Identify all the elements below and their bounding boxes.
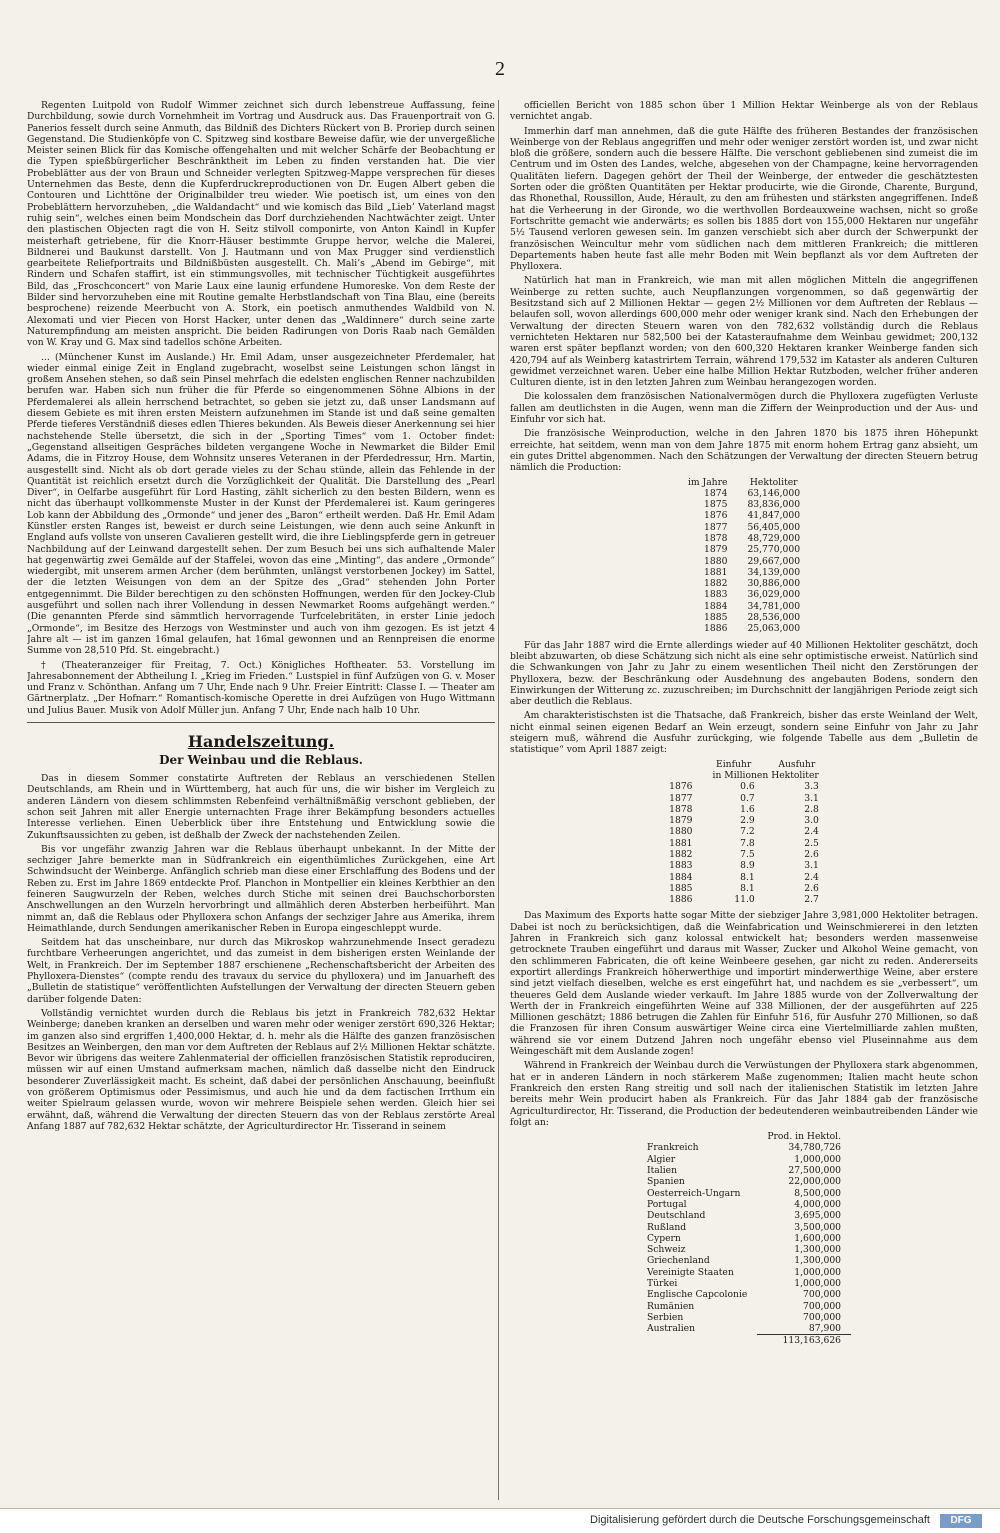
table-cell: 34,780,726	[788, 1142, 842, 1154]
paragraph: Bis vor ungefähr zwanzig Jahren war die Reblaus überhaupt unbekannt. In der Mitte der sechziger Jahre bemerkte man in Südfrankreich ein eigenthümliches Zurückgehen, eine Art Schwindsucht der Weinberge. Anfänglich schrieb man diese einer Erschlaffung des Bodens und der Reben zu. Erst im Jahre 1869 entdeckte Prof. Planchon in Montpellier ein kleines Kerbthier an den feineren Saugwurzeln der Reben, welches durch Stiche mit seinen drei Bauchschorborsten Anschwellungen an den Wurzeln hervorbringt und allmählich deren Absterben herbeiführt. Man nimmt an, daß die Reblaus oder Phylloxera schon Anfangs der sechziger Jahre aus Amerika, ihrem Heimathlande, durch Sendungen amerikanischer Reben in Europa eingeschleppt wurde.	[27, 843, 495, 934]
right-column	[510, 100, 978, 1500]
table-row	[637, 1165, 851, 1176]
paragraph: Während in Frankreich der Weinbau durch die Verwüstungen der Phylloxera stark abgenommen, hat er in anderen Ländern in noch stärkerem Maße zugenommen; Italien macht heute schon Frankreich den ersten Rang streitig und soll nach der italienischen Statistik im letzten Jahre bereits mehr Wein producirt haben als Frankreich. Für das Jahr 1884 gab der französische Agriculturdirector, Hr. Tisserand, die Production der bedeutenderen weinbautreibenden Länder wie folgt an:	[510, 1060, 978, 1128]
table-cell: 1881	[704, 566, 728, 578]
table-cell: 2.5	[804, 837, 819, 849]
table-cell: 2.6	[804, 849, 819, 860]
table-row	[659, 826, 829, 837]
table-cell: 11.0	[734, 894, 755, 906]
table-cell: Türkei	[646, 1277, 678, 1289]
table-cell: Cypern	[646, 1232, 681, 1244]
table-cell: 7.5	[740, 849, 755, 860]
table-cell: Spanien	[646, 1176, 685, 1188]
table-row	[637, 1301, 851, 1312]
table-row	[678, 612, 810, 623]
table-header: Hektoliter	[749, 476, 798, 488]
table-cell: 2.4	[804, 871, 819, 883]
table-cell: 700,000	[803, 1300, 842, 1312]
table-cell: Griechenland	[646, 1255, 710, 1267]
paragraph: Die französische Weinproduction, welche in den Jahren 1870 bis 1875 ihren Höhepunkt erreichte, hat seitdem, wenn man von dem Jahre 1875 mit enorm hohem Ertrag ganz absieht, um ein gutes Drittel abgenommen. Nach den Schätzungen der Verwaltung der directen Steuern betrug nämlich die Production:	[510, 428, 978, 474]
table-cell: Algier	[646, 1153, 676, 1165]
table-row	[678, 601, 810, 612]
table-row	[678, 533, 810, 544]
table-row	[637, 1176, 851, 1187]
paragraph: † (Theateranzeiger für Freitag, 7. Oct.) Königliches Hoftheater. 53. Vorstellung im Jahresabonnement der Abtheilung I. „Krieg im Frieden.“ Lustspiel in fünf Aufzügen von G. v. Moser und Franz v. Schönthan. Anfang um 7 Uhr, Ende nach 9 Uhr. Freier Eintritt: Classe I. — Theater am Gärtnerplatz. „Der Hofnarr.“ Romantisch-komische Operette in drei Aufzügen von Hugo Wittmann und Julius Bauer. Musik von Adolf Müller jun. Anfang 7 Uhr, Ende nach halb 10 Uhr.	[27, 659, 495, 716]
table-row	[637, 1244, 851, 1255]
paragraph: Am charakteristischsten ist die Thatsache, daß Frankreich, bisher das erste Weinland der Welt, nicht einmal seinen eigenen Bedarf an Wein erzeugt, sondern seine Einfuhr von Jahr zu Jahr steigern muß, während die Ausfuhr zurückging, wie folgende Tabelle aus dem „Bulletin de statistique“ vom April 1887 zeigt:	[510, 710, 978, 756]
table-cell: 1878	[704, 532, 728, 544]
table-cell: 1877	[704, 521, 728, 533]
table-cell: Rumänien	[646, 1300, 695, 1312]
table-cell: 1879	[704, 544, 728, 556]
table-cell: 1879	[669, 815, 693, 827]
table-cell: Italien	[646, 1165, 677, 1177]
table-cell: 1875	[704, 499, 728, 511]
article-title: Der Weinbau und die Reblaus.	[159, 753, 363, 768]
table-cell: 36,029,000	[747, 589, 801, 601]
table-cell: 1,000,000	[794, 1277, 842, 1289]
table-cell: 87,900	[808, 1323, 842, 1335]
table-cell: 2.8	[804, 803, 819, 815]
table-cell: 30,886,000	[747, 578, 801, 590]
page-number: 2	[495, 58, 505, 80]
table-row	[637, 1188, 851, 1199]
table-cell: 3.1	[804, 792, 819, 804]
table-cell: Deutschland	[646, 1210, 706, 1222]
table-row	[678, 556, 810, 567]
table-cell: 3.1	[804, 860, 819, 872]
table-cell: 48,729,000	[747, 532, 801, 544]
table-cell: 2.4	[804, 826, 819, 838]
table-row	[637, 1289, 851, 1300]
footer-credit: Digitalisierung gefördert durch die Deutsche Forschungsgemeinschaft	[590, 1514, 930, 1526]
table-row	[678, 589, 810, 600]
table-cell: 1883	[704, 589, 728, 601]
table-cell: 1.6	[740, 803, 755, 815]
table-cell: 3,500,000	[794, 1221, 842, 1233]
table-cell: 56,405,000	[747, 521, 801, 533]
table-cell: 1882	[669, 849, 693, 860]
paragraph: officiellen Bericht von 1885 schon über 1 Million Hektar Weinberge als von der Reblaus vernichtet angab.	[510, 100, 978, 123]
table-cell: 1885	[669, 882, 693, 894]
table-cell: 700,000	[803, 1311, 842, 1323]
trade-table	[659, 759, 829, 906]
table-row	[637, 1267, 851, 1278]
table-row	[637, 1278, 851, 1289]
column-divider	[498, 100, 499, 1500]
table-cell: 3.3	[804, 781, 819, 793]
table-cell: 29,667,000	[747, 555, 801, 567]
paragraph: Vollständig vernichtet wurden durch die Reblaus bis jetzt in Frankreich 782,632 Hektar Weinberge; daneben kranken an derselben und waren mehr oder weniger zerstört 690,326 Hektar; im ganzen also sind ergriffen 1,400,000 Hektar, d. h. mehr als die Hälfte des ganzen französischen Besitzes an Weinbergen, den man vor dem Auftreten der Reblaus auf 2½ Millionen Hektar schätzte. Bevor wir übrigens das weitere Zahlenmaterial der officiellen französischen Statistik reproduciren, müssen wir auf einen Umstand aufmerksam machen, nämlich daß dasselbe nicht den Eindruck besonderer Zuverlässigkeit macht. Es scheint, daß dabei der persönlichen Anschauung, beeinflußt von größerem Optimismus oder Pessimismus, und auch hie und da dem factischen Irrthum ein weiter Spielraum gelassen wurde, wovon wir mehrere Beispiele sehen werden. Gleich hier sei erwähnt, daß, während die Verwaltung der directen Steuern das von der Reblaus zerstörte Areal Anfang 1887 auf 782,632 Hektar schätzte, der Agriculturdirector Hr. Tisserand in seinem	[27, 1007, 495, 1132]
table-cell: 83,836,000	[747, 499, 801, 511]
table-cell: 1880	[669, 826, 693, 838]
table-cell: 1874	[704, 487, 728, 499]
table-cell: 34,139,000	[747, 566, 801, 578]
table-cell: 1881	[669, 837, 693, 849]
dfg-logo: DFG	[940, 1514, 982, 1528]
table-cell: 8.9	[740, 860, 755, 872]
table-row	[659, 793, 829, 804]
table-row	[678, 567, 810, 578]
table-cell: 25,063,000	[747, 623, 801, 635]
table-cell: 1884	[704, 600, 728, 612]
table-row	[659, 815, 829, 826]
table-cell: Schweiz	[646, 1244, 686, 1256]
table-cell: 22,000,000	[788, 1176, 842, 1188]
table-row	[678, 522, 810, 533]
left-column	[27, 100, 495, 1500]
table-row	[637, 1233, 851, 1244]
table-cell: 7.8	[740, 837, 755, 849]
table-cell: Australien	[646, 1323, 696, 1335]
table-cell: Englische Capcolonie	[646, 1289, 748, 1301]
table-row	[659, 849, 829, 860]
table-cell: 7.2	[740, 826, 755, 838]
production-table	[678, 477, 810, 635]
table-cell: 8.1	[740, 871, 755, 883]
table-cell: 2.9	[740, 815, 755, 827]
table-subheader: in Millionen Hektoliter	[712, 769, 819, 781]
section-divider	[27, 722, 495, 723]
paragraph: Immerhin darf man annehmen, daß die gute Hälfte des früheren Bestandes der französischen Weinberge von der Reblaus angegriffen und mehr oder weniger zerstört worden ist, und zwar nicht bloß die größere, sondern auch die bessere Hälfte. Die verschont gebliebenen sind zumeist die im Centrum und im Osten des Landes, welche, abgesehen von der Champagne, keine hervorragenden Qualitäten liefern. Dagegen gehört der Theil der Weinberge, der entweder die geschätztesten Sorten oder die größten Quantitäten per Hektar producirte, wie die Gironde, Charente, Burgund, das Rhonethal, Roussillon, Aude, Hérault, zu den am frühesten und stärksten angegriffenen. Indeß hat die Verheerung in der Gironde, wo die werthvollen Bordeauxweine wachsen, nicht so große Fortschritte gemacht wie anderwärts; es sollen bis 1885 dort von 155,000 Hektaren nur ungefähr 5½ Tausend verloren gewesen sein. Im ganzen verschiebt sich aber durch der Schwerpunkt der französischen Weincultur mehr vom südlichen nach dem mittleren Frankreich; die mittleren Departements haben heute fast alle mehr Boden mit Wein bepflanzt als vor dem Auftreten der Phylloxera.	[510, 125, 978, 273]
table-row	[637, 1142, 851, 1153]
table-row	[678, 488, 810, 499]
table-header	[659, 759, 702, 770]
table-row	[659, 781, 829, 792]
paragraph: Seitdem hat das unscheinbare, nur durch das Mikroskop wahrzunehmende Insect geradezu furchtbare Verheerungen angerichtet, und das zumeist in dem bisherigen ersten Weinlande der Welt, in Frankreich. Der im September 1887 erschienene „Rechenschaftsbericht der Arbeiten des Phylloxera-Dienstes“ (compte rendu des travaux du service du phylloxera) und im Januarheft des „Bulletin de statistique“ veröffentlichten Aufstellungen der Verwaltung der directen Steuern geben darüber folgende Daten:	[27, 937, 495, 1005]
table-cell: 34,781,000	[747, 600, 801, 612]
table-row	[637, 1255, 851, 1266]
table-row	[659, 838, 829, 849]
table-cell: 1884	[669, 871, 693, 883]
table-row	[637, 1323, 851, 1335]
table-cell: 27,500,000	[788, 1165, 842, 1177]
table-cell: 1886	[704, 623, 728, 635]
table-cell: 1878	[669, 803, 693, 815]
table-row	[678, 544, 810, 555]
table-cell: 63,146,000	[747, 487, 801, 499]
table-cell: 1883	[669, 860, 693, 872]
table-cell: 2.7	[804, 894, 819, 906]
table-row	[659, 872, 829, 883]
section-title: Handelszeitung.	[187, 732, 335, 752]
table-cell: 1877	[669, 792, 693, 804]
table-cell: 1,000,000	[794, 1153, 842, 1165]
table-row	[659, 860, 829, 871]
table-row	[678, 623, 810, 634]
table-header: Einfuhr	[716, 758, 752, 770]
table-row	[637, 1222, 851, 1233]
table-header: im Jahre	[687, 476, 728, 488]
table-row	[659, 894, 829, 905]
table-cell: 1886	[669, 894, 693, 906]
paragraph: Für das Jahr 1887 wird die Ernte allerdings wieder auf 40 Millionen Hektoliter geschätzt, doch bleibt abzuwarten, ob diese Schätzung sich nicht als eine sehr optimistische erweist. Natürlich sind die Schwankungen von Jahr zu Jahr zu einem wesentlichen Theil nicht den Zerstörungen der Phylloxera, bezw. der Beschränkung oder Ausdehnung des angebauten Bodens, sondern den Einwirkungen der Witterung zc. zuzuschreiben; im Durchschnitt der langjährigen Periode zeigt sich aber deutlich die Reblaus.	[510, 639, 978, 708]
paragraph: Regenten Luitpold von Rudolf Wimmer zeichnet sich durch lebenstreue Auffassung, feine Durchbildung, sowie durch Vornehmheit im Vortrag und Ausdruck aus. Das Frauenportrait von G. Panerios fesselt durch seine Anmuth, das Bildniß des Dichters Rückert von B. Proriep durch seinen Gegenstand. Die Studienköpfe von C. Spitzweg sind kostbare Beweise dafür, wie der unvergeßliche Meister seinen Blick für das Komische offengehalten und mit welcher Schärfe der Beobachtung er die Typen spießbürgerlicher Beschränktheit im Leben zu finden verstanden hat. Die vier Probeblätter aus der von Braun und Schneider verlegten Spitzweg-Mappe versprechen für dieses Unternehmen das Beste, denn die Kupferdruckreproductionen von Dr. Eugen Albert geben die Contouren und Lichttöne der Originalbilder treu wieder. Wie poetisch ist, um eines von den Probeblättern hervorzuheben, „die Waldandacht“ und wie komisch das Bild „Lieb’ Vaterland magst ruhig sein“, welches einen beim Mondschein das Dorf durchziehenden Nachtwächter zeigt. Unter den plastischen Objecten ragt die von H. Seitz stilvoll componirte, von Anton Kaindl in Kupfer meisterhaft getriebene, für die Knorr-Häuser bestimmte Gruppe hervor, welche die Malerei, Bildnerei und Baukunst darstellt. Von J. Hautmann und von Max Prugger sind verdienstlich gearbeitete Reliefportraits und Bildnißbüsten ausgestellt. Ch. Mali’s „Abend im Gebirge“, mit Rindern und Schafen staffirt, ist ein stimmungsvolles, mit technischer Tüchtigkeit ausgeführtes Bild, das „Froschconcert“ von Marie Laux eine launig erfundene Humoreske. Von dem Reste der Bilder sind hervorzuheben eine mit Routine gemalte Herbstlandschaft von Tina Blau, eine (bereits besprochene) reizende Meerbucht von A. Stork, ein poetisch anmuthendes Waldbild von N. Alexomati und vier Piecen von Horst Hacker, unter denen das „Waldinnere“ durch seine zarte Naturempfindung am meisten anspricht. Die beiden Radirungen von Doris Raab nach Gemälden von W. Kray und G. Max sind tadellos schöne Arbeiten.	[27, 100, 495, 349]
table-cell: 41,847,000	[747, 510, 801, 522]
table-cell: 1882	[704, 578, 728, 590]
table-cell: 1876	[704, 510, 728, 522]
table-cell: Vereinigte Staaten	[646, 1266, 734, 1278]
table-row	[659, 883, 829, 894]
table-cell: 4,000,000	[794, 1198, 842, 1210]
table-cell: 8.1	[740, 882, 755, 894]
table-cell: Rußland	[646, 1221, 687, 1233]
table-cell: 1,300,000	[794, 1244, 842, 1256]
table-cell: 0.7	[740, 792, 755, 804]
table-cell: 2.6	[804, 882, 819, 894]
paragraph: ... (Münchener Kunst im Auslande.) Hr. Emil Adam, unser ausgezeichneter Pferdemaler, hat wieder einmal einige Zeit in England zugebracht, woselbst seine Leistungen schon längst in großem Ansehen stehen, so daß sein Pinsel mehrfach die edelsten englischen Renner nachzubilden berufen war. Haben sich nun früher die für Pferde so eingenommenen Söhne Albions in der Pferdemalerei als allein herrschend betrachtet, so geben sie jetzt zu, daß unser Landsmann auf diesem Gebiete es mit ihren ersten Meistern aufzunehmen im Stande ist und daß seine gemalten Pferde tieferes Verständniß dieses edlen Thieres bekunden. Als Beweis dieser Anerkennung sei hier nachstehende Stelle übersetzt, die sich in der „Sporting Times“ vom 1. October findet: „Gegenstand allseitigen Gespräches bildeten vergangene Woche in Newmarket die Bilder Emil Adams, die in Fitzroy House, dem Wohnsitz unseres Veteranen in der Pferdedressur, Hrn. Martin, ausgestellt sind. Nicht als ob dort gerade vieles zu der Schau stünde, allein das Fehlende in der Quantität ist reichlich ersetzt durch die Vorzüglichkeit der Qualität. Die Darstellung des „Pearl Diver“, in Oelfarbe ausgeführt für Lord Hasting, zählt sicherlich zu den besten Bildern, wenn es nicht das überhaupt vollkommenste Muster in der Kunst der Pferdemalerei ist. Kaum geringeres Lob kann der Abbildung des „Ormonde“ und jener des „Baron“ ertheilt werden. Daß Hr. Emil Adam Künstler ersten Ranges ist, beweist er durch seine Leistungen, wie denn auch seine Ankunft in England aufs vollste von unseren Cavalieren gestellt wird, die ihre Lieblingspferde gern in getreuer Nachbildung auf der Leinwand dargestellt sehen. Der zum Besuch bei uns sich aufhaltende Maler hat gegenwärtig zwei Gemälde auf der Staffelei, wovon das eine „Minting“, das andere „Ormonde“ wiedergibt, mit unserem armen Archer (dem berühmten, unlängst verstorbenen Jockey) im Sattel, der die letzten Weisungen von dem an der Spitze des „Grad“ stehenden John Porter entgegennimmt. Die Bilder berechtigen zu den schönsten Hoffnungen, werden für den Jockey-Club ausgeführt und sollen nach ihrer Vollendung in dessen Newmarket Rooms aufgehängt werden.“ (Die genannten Pferde sind sämmtlich hervorragende Turfcelebritäten, in erster Linie jedoch „Ormonde“, im Besitze des Herzogs von Westminster und auch von ihm gezogen. Es ist jetzt 4 Jahre alt — ist im ganzen 16mal gelaufen, hat 16mal gewonnen und an Rennpreisen die enorme Summe von 28,510 Pfd. St. eingebracht.)	[27, 351, 495, 657]
table-cell: 3.0	[804, 815, 819, 827]
table-cell: 3,695,000	[794, 1210, 842, 1222]
table-total: 113,163,626	[757, 1335, 851, 1347]
country-production-table	[637, 1131, 851, 1347]
table-row	[637, 1199, 851, 1210]
table-row	[678, 499, 810, 510]
paragraph: Die kolossalen dem französischen Nationalvermögen durch die Phylloxera zugefügten Verluste fallen am deutlichsten in die Augen, wenn man die Ziffern der Weinproduction und der Aus- und Einfuhr vor sich hat.	[510, 391, 978, 426]
table-cell: 1885	[704, 612, 728, 624]
table-cell: Oesterreich-Ungarn	[646, 1187, 741, 1199]
table-cell: 1880	[704, 555, 728, 567]
table-row	[637, 1312, 851, 1323]
table-row	[637, 1154, 851, 1165]
table-cell: Serbien	[646, 1311, 684, 1323]
table-cell: 8,500,000	[794, 1187, 842, 1199]
table-row	[659, 804, 829, 815]
table-header: Prod. in Hektol.	[767, 1131, 842, 1143]
table-row	[637, 1210, 851, 1221]
table-cell: 25,770,000	[747, 544, 801, 556]
table-cell: 1,300,000	[794, 1255, 842, 1267]
table-cell: 28,536,000	[747, 612, 801, 624]
table-cell: 0.6	[740, 781, 755, 793]
table-cell: Frankreich	[646, 1142, 699, 1154]
table-row	[678, 578, 810, 589]
table-header: Ausfuhr	[778, 758, 816, 770]
paragraph: Das Maximum des Exports hatte sogar Mitte der siebziger Jahre 3,981,000 Hektoliter betragen. Dabei ist noch zu berücksichtigen, daß die Weinfabrication und Weinschmiererei in den letzten Jahren in Frankreich sich ganz kolossal entwickelt hat; besonders werden massenweise getrocknete Trauben eingeführt und daraus mit Wasser, Zucker und Alkohol Weine gemacht, von den schlimmeren Fabricaten, die oft keine Weinbeere gesehen, gar nicht zu reden. Andererseits exportirt allerdings Frankreich höherwerthige und importirt minderwerthige Weine, aber erstere sind jetzt vielfach dieselben, welche es erst eingeführt hat, und nachdem es sie „verbessert“, um theueres Geld dem Auslande wieder verkauft. Im Jahre 1885 wurde von der Zollverwaltung der Werth der in Frankreich eingeführten Weine auf 338 Millionen, der der ausgeführten auf 225 Millionen geschätzt; 1886 betrugen die Zahlen für Einfuhr 516, für Ausfuhr 270 Millionen, so daß die Franzosen für ihren Consum auswärtiger Weine circa eine Viertelmilliarde zahlen mußten, während sie vor einem Dutzend Jahren noch ungefähr ebenso viel Pluseinnahme aus dem Weingeschäft mit dem Auslande zogen!	[510, 910, 978, 1058]
table-cell: 1,600,000	[794, 1232, 842, 1244]
table-row	[678, 510, 810, 521]
table-cell: 1876	[669, 781, 693, 793]
paragraph: Natürlich hat man in Frankreich, wie man mit allen möglichen Mitteln die angegriffenen Weinberge zu retten suchte, auch Neupflanzungen vorgenommen, so daß gegenwärtig der Besitzstand sich auf 2 Millionen Hektar — gegen 2½ Millionen vor dem Auftreten der Reblaus — belaufen soll, wovon allerdings 600,000 mehr oder weniger krank sind. Nach den Erhebungen der Verwaltung der directen Steuern waren von den 782,632 vollständig durch die Reblaus vernichteten Hektaren nur 582,500 bei der Katasteraufnahme dem Weinbau gewidmet; 200,132 waren erst später bepflanzt worden; von den 600,320 Hektaren kranker Weinberge fanden sich 420,794 auf als Weinberg katastrirtem Terrain, während 179,532 im Kataster als anderen Culturen gewidmet verzeichnet waren. Ueber eine halbe Million Hektar Rutzboden, welcher früher anderen Culturen diente, ist in den letzten Jahren zum Weinbau herangezogen worden.	[510, 275, 978, 389]
paragraph: Das in diesem Sommer constatirte Auftreten der Reblaus an verschiedenen Stellen Deutschlands, am Rhein und in Württemberg, hat auch für uns, die wir bisher im Vergleich zu anderen Ländern von diesem schlimmsten Rebenfeind verhältnißmäßig verschont geblieben, der schon seit Jahren mit aller Energie unternachten Frage ihrer Bekämpfung besonders actuelles Interesse verliehen. Einen Ueberblick über ihre Entstehung und Entwicklung sowie die Zukunftsaussichten zu geben, ist deßhalb der Zweck der nachstehenden Zeilen.	[27, 773, 495, 841]
table-cell: 1,000,000	[794, 1266, 842, 1278]
table-cell: 700,000	[803, 1289, 842, 1301]
table-cell: Portugal	[646, 1198, 687, 1210]
footer-bar	[0, 1508, 1000, 1533]
